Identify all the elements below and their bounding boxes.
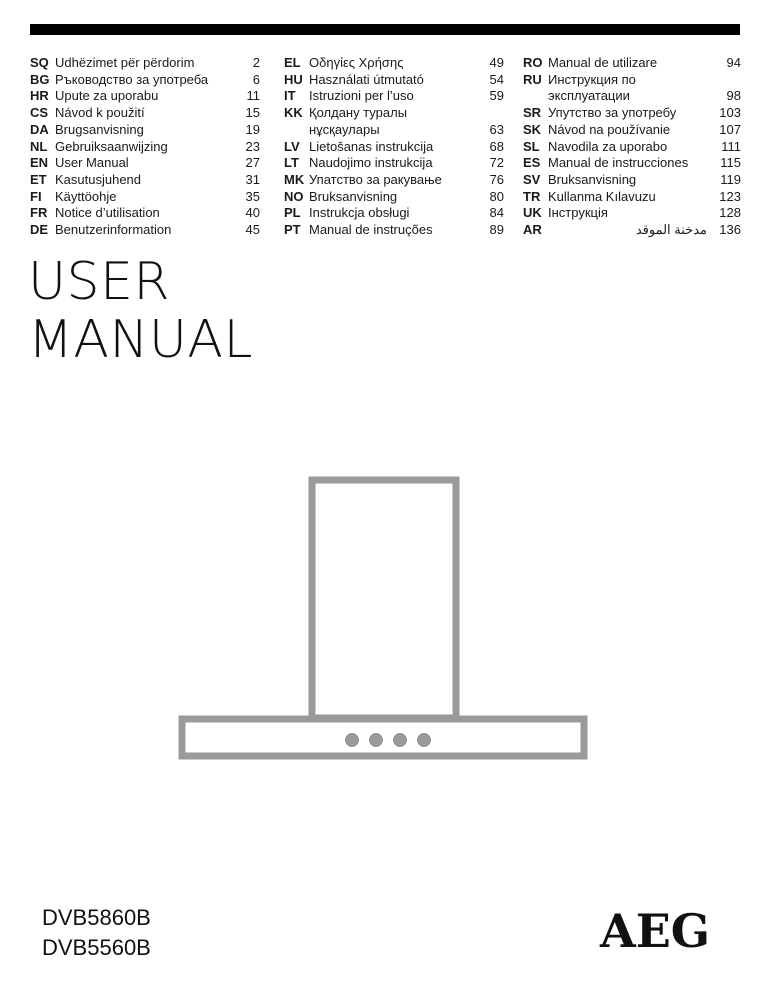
language-title: Упатство за ракување xyxy=(309,171,442,187)
language-code: LT xyxy=(284,155,299,171)
language-code: PT xyxy=(284,222,301,238)
language-title: Benutzerinformation xyxy=(55,222,172,238)
hood-chimney xyxy=(312,480,456,718)
page-number xyxy=(480,105,504,122)
language-title: Қолдану туралы xyxy=(309,105,408,121)
page-number: 136 xyxy=(719,222,741,238)
language-code: SK xyxy=(523,121,542,137)
page-number: 59 xyxy=(489,88,504,104)
page-number: 107 xyxy=(719,121,741,137)
language-code: FR xyxy=(30,205,48,221)
language-title: Упутство за употребу xyxy=(548,105,677,121)
language-entry xyxy=(30,172,260,189)
language-title: Istruzioni per l’uso xyxy=(309,88,414,104)
language-code: NO xyxy=(284,188,304,204)
language-entry xyxy=(523,105,741,122)
language-code: SL xyxy=(523,138,540,154)
language-entry xyxy=(284,155,504,172)
language-title: Manual de utilizare xyxy=(548,55,658,70)
language-title: Navodila za uporabo xyxy=(548,138,668,154)
page-number: 27 xyxy=(245,155,260,171)
language-title: Manual de instruções xyxy=(309,222,433,238)
language-code: EN xyxy=(30,155,49,171)
language-code: BG xyxy=(30,71,50,87)
language-code: ET xyxy=(30,171,47,187)
language-code: FI xyxy=(30,188,42,204)
language-entry xyxy=(30,155,260,172)
hood-button-dot xyxy=(393,733,407,747)
page-number: 54 xyxy=(489,71,504,87)
language-code: KK xyxy=(284,105,303,121)
language-title: Upute za uporabu xyxy=(55,88,159,104)
hood-button-dot xyxy=(369,733,383,747)
language-entry xyxy=(30,205,260,222)
language-title: Brugsanvisning xyxy=(55,121,144,137)
page-number: 128 xyxy=(719,205,741,221)
top-black-bar xyxy=(30,24,740,35)
language-entry xyxy=(30,105,260,122)
page-number: 49 xyxy=(489,55,504,70)
language-title: Instrukcja obsługi xyxy=(309,205,410,221)
language-entry xyxy=(30,88,260,105)
language-code: EL xyxy=(284,55,301,70)
language-title: Udhëzimet për përdorim xyxy=(55,55,195,70)
language-title: Käyttöohje xyxy=(55,188,117,204)
language-title: Lietošanas instrukcija xyxy=(309,138,434,154)
language-code: ES xyxy=(523,155,541,171)
model-numbers xyxy=(42,903,151,963)
language-entry xyxy=(284,122,504,139)
language-column-1 xyxy=(30,55,260,239)
language-code: DA xyxy=(30,121,49,137)
page-number: 40 xyxy=(245,205,260,221)
page-number: 103 xyxy=(719,105,741,121)
page-number: 72 xyxy=(489,155,504,171)
language-code: SV xyxy=(523,171,541,187)
title-line-1: USER xyxy=(28,252,171,312)
language-entry xyxy=(523,122,741,139)
page-number: 84 xyxy=(489,205,504,221)
language-code: TR xyxy=(523,188,541,204)
aeg-logo: AEG xyxy=(600,904,711,958)
language-entry xyxy=(523,72,741,89)
language-column-3 xyxy=(523,55,741,239)
language-title: Návod k použití xyxy=(55,105,145,121)
language-entry xyxy=(523,189,741,206)
language-code: DE xyxy=(30,222,49,238)
language-code xyxy=(523,88,548,105)
language-entry xyxy=(523,222,741,239)
cooker-hood-icon xyxy=(178,476,588,760)
language-title: مدخنة الموقد xyxy=(635,222,707,238)
language-title: эксплуатации xyxy=(548,88,630,104)
hood-canopy xyxy=(182,719,584,756)
language-title: Bruksanvisning xyxy=(309,188,398,204)
language-entry xyxy=(30,122,260,139)
page-number: 123 xyxy=(719,188,741,204)
language-code: RU xyxy=(523,71,542,87)
language-entry xyxy=(284,189,504,206)
page-number: 111 xyxy=(721,138,741,154)
page-number: 76 xyxy=(489,171,504,187)
language-title: Ръководство за употреба xyxy=(55,71,209,87)
page-number: 31 xyxy=(245,171,260,187)
language-entry xyxy=(523,139,741,156)
language-entry xyxy=(284,72,504,89)
language-entry xyxy=(523,88,741,105)
language-code: CS xyxy=(30,105,49,121)
language-entry xyxy=(523,155,741,172)
language-entry xyxy=(523,55,741,72)
page-number: 23 xyxy=(245,138,260,154)
language-code: LV xyxy=(284,138,300,154)
language-title: Notice d’utilisation xyxy=(55,205,160,221)
page-number: 63 xyxy=(489,121,504,137)
model-number-2: DVB5560B xyxy=(42,935,151,960)
page-number: 89 xyxy=(489,222,504,238)
language-code xyxy=(284,122,309,139)
language-entry xyxy=(284,105,504,122)
document-title xyxy=(28,253,253,369)
language-entry xyxy=(30,222,260,239)
language-code: UK xyxy=(523,205,542,221)
page-number: 115 xyxy=(720,155,741,171)
language-entry xyxy=(30,55,260,72)
language-title: Bruksanvisning xyxy=(548,171,637,187)
page-number: 98 xyxy=(726,88,741,104)
language-entry xyxy=(284,205,504,222)
language-entry xyxy=(284,222,504,239)
page-number: 6 xyxy=(252,71,260,87)
language-code: SR xyxy=(523,105,542,121)
language-title: Οδηγίες Χρήσης xyxy=(309,55,404,70)
title-line-2: MANUAL xyxy=(28,310,253,370)
language-title: Инструкция по xyxy=(548,71,636,87)
language-title: Gebruiksaanwijzing xyxy=(55,138,168,154)
language-entry xyxy=(284,139,504,156)
language-title: Návod na používanie xyxy=(548,121,671,137)
language-entry xyxy=(30,139,260,156)
language-code: SQ xyxy=(30,55,49,70)
language-code: IT xyxy=(284,88,296,104)
page-number xyxy=(711,72,741,89)
language-title: User Manual xyxy=(55,155,129,171)
language-title: Kasutusjuhend xyxy=(55,171,142,187)
page-number: 11 xyxy=(246,88,260,104)
page-number: 94 xyxy=(726,55,741,70)
page-number: 35 xyxy=(245,188,260,204)
language-title: Használati útmutató xyxy=(309,71,424,87)
language-entry xyxy=(523,205,741,222)
language-code: PL xyxy=(284,205,301,221)
language-title: Manual de instrucciones xyxy=(548,155,689,171)
language-title: нұсқаулары xyxy=(309,121,380,137)
language-entry xyxy=(30,72,260,89)
page-number: 68 xyxy=(489,138,504,154)
language-code: NL xyxy=(30,138,48,154)
language-code: HR xyxy=(30,88,49,104)
page-number: 2 xyxy=(252,55,260,70)
language-code: AR xyxy=(523,222,542,238)
language-title: Naudojimo instrukcija xyxy=(309,155,433,171)
hood-button-dot xyxy=(417,733,431,747)
language-entry xyxy=(284,55,504,72)
hood-button-dot xyxy=(345,733,359,747)
page-number: 15 xyxy=(245,105,260,121)
page-number: 80 xyxy=(489,188,504,204)
model-number-1: DVB5860B xyxy=(42,905,151,930)
page-number: 45 xyxy=(245,222,260,238)
language-column-2 xyxy=(284,55,504,239)
language-entry xyxy=(30,189,260,206)
language-title: Kullanma Kılavuzu xyxy=(548,188,656,204)
language-entry xyxy=(284,172,504,189)
language-code: HU xyxy=(284,71,303,87)
language-entry xyxy=(284,88,504,105)
language-entry xyxy=(523,172,741,189)
language-code: RO xyxy=(523,55,543,70)
page-number: 119 xyxy=(720,171,741,187)
language-title: Інструкція xyxy=(548,205,608,221)
page-number: 19 xyxy=(245,121,260,137)
language-code: MK xyxy=(284,171,305,187)
